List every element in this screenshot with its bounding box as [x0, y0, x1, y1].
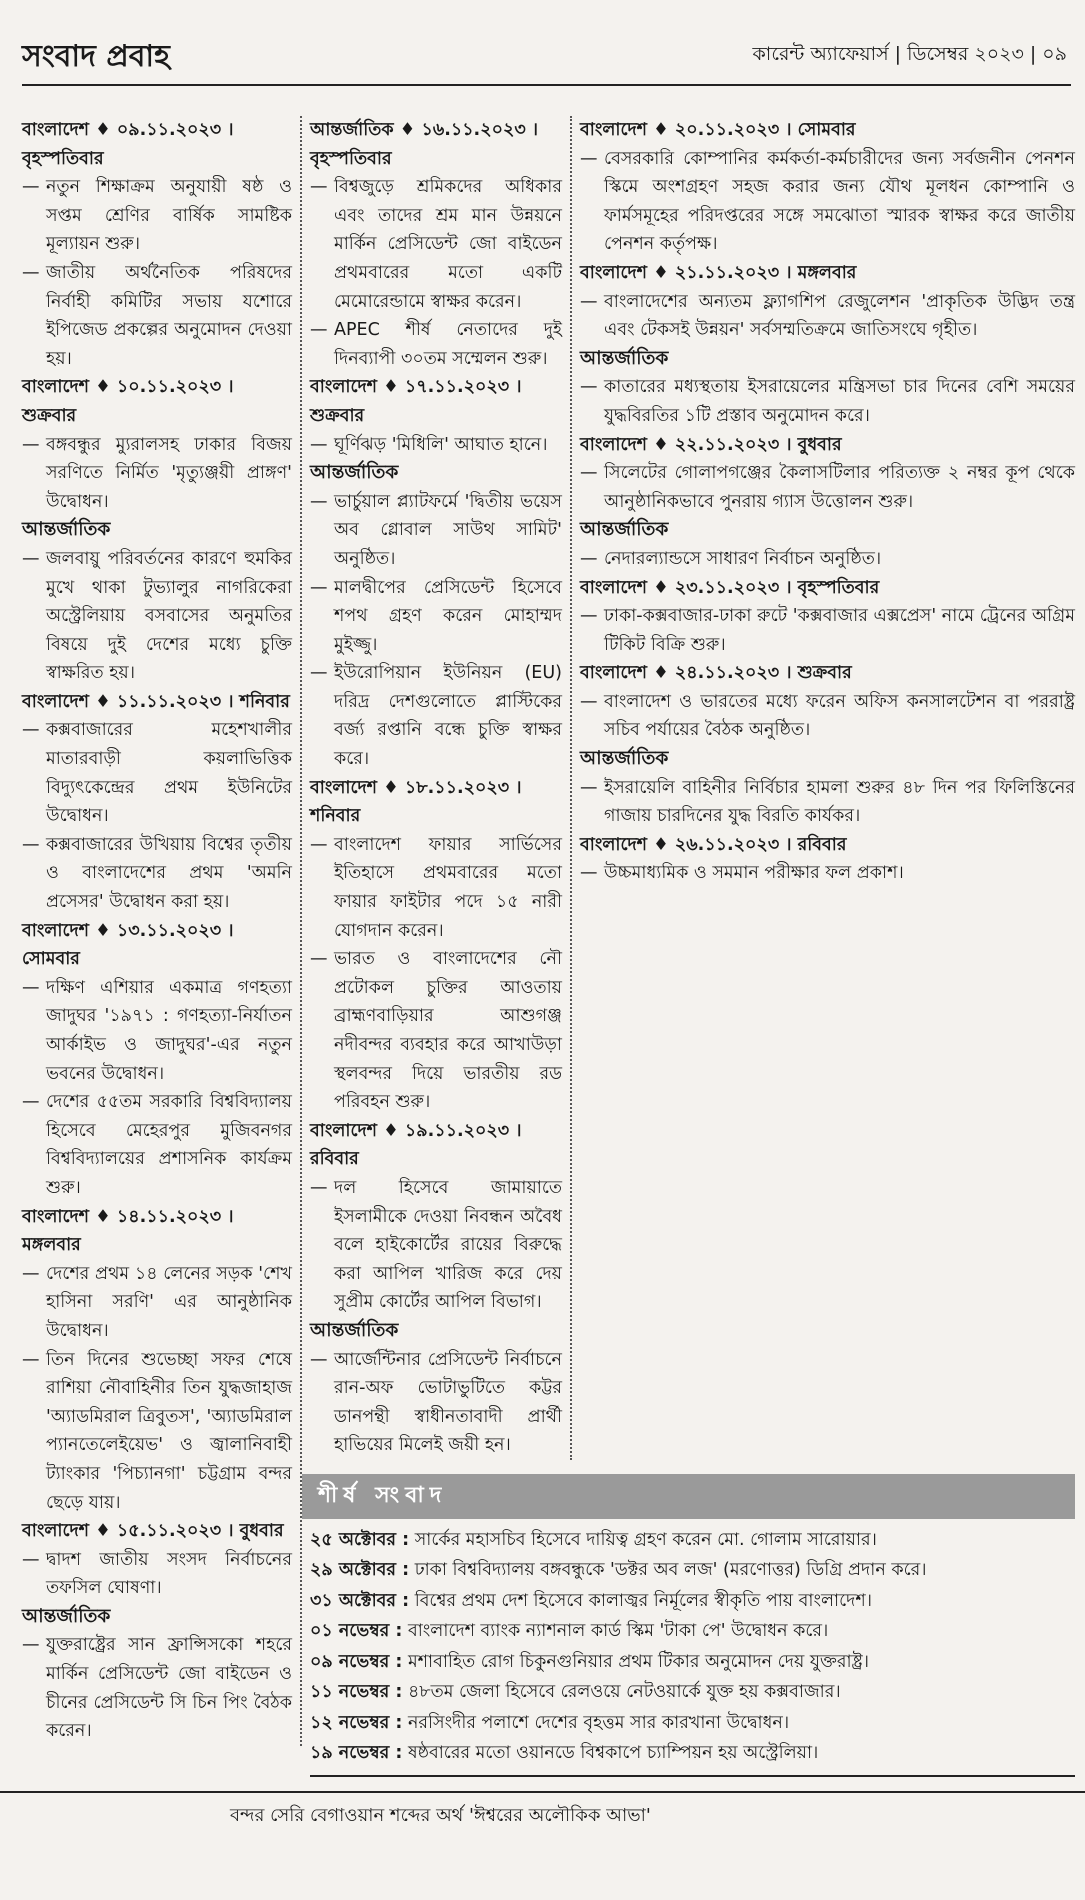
news-item-text: সিলেটের গোলাপগঞ্জের কৈলাসটিলার পরিত্যক্ত ২ নম্বর কূপ থেকে আনুষ্ঠানিকভাবে পুনরায় গ্যাস উত্তোলন শুরু। [604, 463, 1075, 512]
news-item [310, 574, 562, 660]
news-item [310, 431, 562, 460]
date-heading: বাংলাদেশ ♦ ১১.১১.২০২৩ । শনিবার [22, 691, 290, 712]
section-heading: আন্তর্জাতিক [580, 347, 669, 369]
news-item [310, 945, 562, 1117]
news-item-text: বাংলাদেশ ফায়ার সার্ভিসের ইতিহাসে প্রথমবারের মতো ফায়ার ফাইটার পদে ১৫ নারী যোগদান করেন। [334, 834, 562, 941]
news-item-text: বেসরকারি কোম্পানির কর্মকর্তা-কর্মচারীদের জন্য সর্বজনীন পেনশন স্কিমে অংশগ্রহণ সহজ করার জন্য যৌথ মূলধন কোম্পানি ও ফার্মসমূহের পরিদপ্তরের সঙ্গে সমঝোতা স্মারক স্বাক্ষর করে জাতীয় পেনশন কর্তৃপক্ষ। [604, 148, 1075, 255]
news-item [22, 1631, 292, 1745]
news-item [310, 1346, 562, 1460]
publication-info: কারেন্ট অ্যাফেয়ার্স | ডিসেম্বর ২০২৩ | ০৯ [752, 43, 1067, 65]
right-area [302, 116, 1075, 1777]
news-item [310, 831, 562, 945]
dash-bullet: — [580, 148, 598, 169]
news-item-text: কক্সবাজারের উখিয়ায় বিশ্বের তৃতীয় ও বাংলাদেশের প্রথম 'অমনি প্রসেসর' উদ্বোধন করা হয়। [46, 834, 292, 913]
dash-bullet: — [22, 720, 40, 741]
dash-bullet: — [580, 777, 598, 798]
date-heading: বাংলাদেশ ♦ ১৯.১১.২০২৩ । রবিবার [310, 1120, 522, 1170]
news-item [580, 602, 1075, 659]
top-news-row [302, 1738, 1075, 1769]
date-heading: বাংলাদেশ ♦ ২০.১১.২০২৩ । সোমবার [580, 120, 856, 140]
top-news-text: বিশ্বের প্রথম দেশ হিসেবে কালাজ্বর নির্মূলের স্বীকৃতি পায় বাংলাদেশ। [414, 1590, 872, 1611]
news-item [22, 173, 292, 259]
dash-bullet: — [310, 834, 328, 855]
dash-bullet: — [22, 1549, 40, 1570]
dash-bullet: — [580, 463, 598, 484]
news-item [22, 545, 292, 688]
news-item-text: বাংলাদেশের অন্যতম ফ্ল্যাগশিপ রেজুলেশন 'প্রাকৃতিক উদ্ভিদ তন্ত্র এবং টেকসই উন্নয়ন' সর্বসম্মতিক্রমে জাতিসংঘে গৃহীত। [604, 291, 1075, 341]
top-news-text: বাংলাদেশ ব্যাংক ন্যাশনাল কার্ড স্কিম 'টাকা পে' উদ্বোধন করে। [407, 1621, 829, 1642]
news-item-text: কাতারের মধ্যস্থতায় ইসরায়েলের মন্ত্রিসভা চার দিনের বেশি সময়ের যুদ্ধবিরতির ১টি প্রস্তাব অনুমোদন করে। [604, 377, 1075, 426]
news-item-text: বঙ্গবন্ধুর ম্যুরালসহ ঢাকার বিজয় সরণিতে নির্মিত 'মৃত্যুঞ্জয়ী প্রাঙ্গণ' উদ্বোধন। [46, 434, 292, 512]
news-item-text: ইসরায়েলি বাহিনীর নির্বিচার হামলা শুরুর ৪৮ দিন পর ফিলিস্তিনের গাজায় চারদিনের যুদ্ধ বিরতি কার্যকর। [604, 777, 1075, 827]
dash-bullet: — [310, 434, 328, 455]
news-item-text: উচ্চমাধ্যমিক ও সমমান পরীক্ষার ফল প্রকাশ। [604, 863, 904, 884]
news-item [310, 659, 562, 773]
section-heading: আন্তর্জাতিক [580, 748, 669, 770]
news-item [580, 373, 1075, 430]
top-news-date: ২৯ অক্টোবর : [310, 1560, 410, 1581]
dash-bullet: — [580, 548, 598, 569]
page-title: সংবাদ প্রবাহ [22, 39, 170, 74]
news-item [22, 716, 292, 830]
news-item [310, 488, 562, 574]
news-item-text: ভার্চুয়াল প্ল্যাটফর্মে 'দ্বিতীয় ভয়েস অব গ্লোবাল সাউথ সামিট' অনুষ্ঠিত। [334, 491, 562, 569]
dash-bullet: — [310, 491, 328, 512]
news-item [22, 1088, 292, 1202]
dash-bullet: — [22, 1263, 40, 1284]
news-item-text: ইউরোপিয়ান ইউনিয়ন (EU) দরিদ্র দেশগুলোতে প্লাস্টিকের বর্জ্য রপ্তানি বন্ধে চুক্তি স্বাক্ষর করে। [334, 663, 562, 770]
top-news-text: মশাবাহিত রোগ চিকুনগুনিয়ার প্রথম টিকার অনুমোদন দেয় যুক্তরাষ্ট্র। [407, 1651, 870, 1672]
top-news-row [302, 1525, 1075, 1556]
news-item-text: নেদারল্যান্ডসে সাধারণ নির্বাচন অনুষ্ঠিত। [604, 548, 882, 569]
news-item [22, 1546, 292, 1603]
date-heading: বাংলাদেশ ♦ ২৪.১১.২০২৩ । শুক্রবার [580, 663, 852, 684]
section-heading: আন্তর্জাতিক [310, 1319, 399, 1341]
news-item-text: জাতীয় অর্থনৈতিক পরিষদের নির্বাহী কমিটির সভায় যশোরে ইপিজেড প্রকল্পের অনুমোদন দেওয়া হয়। [46, 262, 292, 369]
date-heading: আন্তর্জাতিক ♦ ১৬.১১.২০২৩ । বৃহস্পতিবার [310, 120, 539, 169]
dash-bullet: — [310, 949, 328, 970]
date-heading: বাংলাদেশ ♦ ২২.১১.২০২৩ । বুধবার [580, 434, 842, 455]
news-item [22, 831, 292, 917]
news-item [310, 1174, 562, 1317]
news-item [22, 431, 292, 517]
dash-bullet: — [310, 577, 328, 598]
section-heading: আন্তর্জাতিক [22, 1605, 111, 1627]
news-item-text: যুক্তরাষ্ট্রের সান ফ্রান্সিসকো শহরে মার্কিন প্রেসিডেন্ট জো বাইডেন ও চীনের প্রেসিডেন্ট সি চিন পিং বৈঠক করেন। [46, 1635, 292, 1742]
top-news-date: ২৫ অক্টোবর : [310, 1529, 410, 1550]
news-column-3 [572, 116, 1075, 888]
top-news-row [302, 1586, 1075, 1617]
top-news-text: নরসিংদীর পলাশে দেশের বৃহত্তম সার কারখানা উদ্বোধন। [407, 1712, 790, 1733]
date-heading: বাংলাদেশ ♦ ০৯.১১.২০২৩ । বৃহস্পতিবার [22, 120, 234, 169]
news-item-text: তিন দিনের শুভেচ্ছা সফর শেষে রাশিয়া নৌবাহিনীর তিন যুদ্ধজাহাজ 'অ্যাডমিরাল ত্রিবুতস', 'অ্যাডমিরাল প্যানতেলেইয়েভ' ও জ্বালানিবাহী ট্যাংকার 'পিচ্যানগা' চট্টগ্রাম বন্দর ছেড়ে যায়। [46, 1349, 292, 1513]
footer-note: বন্দর সেরি বেগাওয়ান শব্দের অর্থ 'ঈশ্বরের অলৌকিক আভা' [0, 1791, 1085, 1852]
dash-bullet: — [580, 691, 598, 712]
news-item-text: ঢাকা-কক্সবাজার-ঢাকা রুটে 'কক্সবাজার এক্সপ্রেস' নামে ট্রেনের অগ্রিম টিকিট বিক্রি শুরু। [604, 606, 1075, 655]
section-heading: আন্তর্জাতিক [580, 519, 669, 541]
dash-bullet: — [310, 1349, 328, 1370]
dash-bullet: — [22, 177, 40, 198]
dash-bullet: — [580, 863, 598, 884]
top-news-date: ০৯ নভেম্বর : [310, 1651, 403, 1672]
date-heading: বাংলাদেশ ♦ ১৪.১১.২০২৩ । মঙ্গলবার [22, 1206, 234, 1256]
news-item [580, 859, 1075, 888]
date-heading: বাংলাদেশ ♦ ১৫.১১.২০২৩ । বুধবার [22, 1521, 284, 1542]
news-item-text: ঘূর্ণিঝড় 'মিধিলি' আঘাত হানে। [334, 434, 548, 455]
news-item-text: দল হিসেবে জামায়াতে ইসলামীকে দেওয়া নিবন্ধন অবৈধ বলে হাইকোর্টের রায়ের বিরুদ্ধে করা আপিল খারিজ করে দেয় সুপ্রীম কোর্টের আপিল বিভাগ। [334, 1177, 562, 1313]
dash-bullet: — [310, 663, 328, 684]
dash-bullet: — [310, 1177, 328, 1198]
top-news-date: ১৯ নভেম্বর : [310, 1743, 403, 1764]
news-item-text: বিশ্বজুড়ে শ্রমিকদের অধিকার এবং তাদের শ্রম মান উন্নয়নে মার্কিন প্রেসিডেন্ট জো বাইডেন প্রথমবারের মতো একটি মেমোরেন্ডামে স্বাক্ষর করেন। [334, 177, 562, 312]
date-heading: বাংলাদেশ ♦ ১৭.১১.২০২৩ । শুক্রবার [310, 377, 522, 426]
date-heading: বাংলাদেশ ♦ ১০.১১.২০২৩ । শুক্রবার [22, 377, 234, 426]
section-heading: আন্তর্জাতিক [310, 462, 399, 484]
news-item-text: দ্বাদশ জাতীয় সংসদ নির্বাচনের তফসিল ঘোষণা। [46, 1549, 292, 1599]
top-news-date: ১১ নভেম্বর : [310, 1682, 403, 1703]
dash-bullet: — [580, 606, 598, 627]
top-news-text: ঢাকা বিশ্ববিদ্যালয় বঙ্গবন্ধুকে 'ডক্টর অব লজ' (মরণোত্তর) ডিগ্রি প্রদান করে। [414, 1560, 927, 1581]
top-news-row [302, 1677, 1075, 1708]
top-news-date: ৩১ অক্টোবর : [310, 1590, 410, 1611]
top-news-text: ষষ্ঠবারের মতো ওয়ানডে বিশ্বকাপে চ্যাম্পিয়ন হয় অস্ট্রেলিয়া। [407, 1743, 819, 1764]
news-item-text: দেশের ৫৫তম সরকারি বিশ্ববিদ্যালয় হিসেবে মেহেরপুর মুজিবনগর বিশ্ববিদ্যালয়ের প্রশাসনিক কার্যক্রম শুরু। [46, 1092, 292, 1198]
top-news-title: শীর্ষ সংবাদ [302, 1474, 1075, 1519]
news-item-text: আর্জেন্টিনার প্রেসিডেন্ট নির্বাচনে রান-অফ ভোটাভুটিতে কট্টর ডানপন্থী স্বাধীনতাবাদী প্রার্থী হাভিয়ের মিলেই জয়ী হন। [334, 1349, 562, 1456]
news-item [22, 974, 292, 1088]
news-item-text: দক্ষিণ এশিয়ার একমাত্র গণহত্যা জাদুঘর '১৯৭১ : গণহত্যা-নির্যাতন আর্কাইভ ও জাদুঘর'-এর নতুন ভবনের উদ্বোধন। [46, 977, 292, 1084]
news-item [22, 1346, 292, 1518]
news-column-1 [22, 116, 302, 1746]
dash-bullet: — [22, 834, 40, 855]
news-item [580, 774, 1075, 831]
news-item-text: বাংলাদেশ ও ভারতের মধ্যে ফরেন অফিস কনসালটেশন বা পররাষ্ট্র সচিব পর্যায়ের বৈঠক অনুষ্ঠিত। [604, 691, 1075, 741]
top-news-row [302, 1555, 1075, 1586]
news-item-text: APEC শীর্ষ নেতাদের দুই দিনব্যাপী ৩০তম সম্মেলন শুরু। [334, 320, 562, 369]
dash-bullet: — [580, 291, 598, 312]
dash-bullet: — [580, 377, 598, 398]
top-news-box [302, 1474, 1075, 1777]
news-item [580, 545, 1075, 574]
news-item [580, 288, 1075, 345]
news-item-text: দেশের প্রথম ১৪ লেনের সড়ক 'শেখ হাসিনা সরণি' এর আনুষ্ঠানিক উদ্বোধন। [46, 1263, 292, 1341]
news-item-text: মালদ্বীপের প্রেসিডেন্ট হিসেবে শপথ গ্রহণ করেন মোহাম্মদ মুইজ্জু। [334, 577, 562, 655]
news-item-text: জলবায়ু পরিবর্তনের কারণে হুমকির মুখে থাকা টুভ্যালুর নাগরিকেরা অস্ট্রেলিয়ায় বসবাসের অনুমতির বিষয়ে দুই দেশের মধ্যে চুক্তি স্বাক্ষরিত হয়। [46, 548, 292, 684]
dash-bullet: — [22, 1635, 40, 1656]
dash-bullet: — [310, 177, 328, 198]
top-news-date: ০১ নভেম্বর : [310, 1621, 403, 1642]
box-divider [310, 1775, 1075, 1777]
dash-bullet: — [22, 1092, 40, 1113]
date-heading: বাংলাদেশ ♦ ১৮.১১.২০২৩ । শনিবার [310, 777, 522, 827]
top-news-row [302, 1708, 1075, 1739]
dash-bullet: — [22, 548, 40, 569]
top-news-text: ৪৮তম জেলা হিসেবে রেলওয়ে নেটওয়ার্কে যুক্ত হয় কক্সবাজার। [407, 1682, 841, 1703]
dash-bullet: — [22, 434, 40, 455]
news-item [310, 316, 562, 373]
date-heading: বাংলাদেশ ♦ ১৩.১১.২০২৩ । সোমবার [22, 920, 234, 970]
news-item [22, 259, 292, 373]
top-news-row [302, 1616, 1075, 1647]
section-heading: আন্তর্জাতিক [22, 519, 111, 541]
dash-bullet: — [22, 1349, 40, 1370]
news-item [580, 688, 1075, 745]
top-news-date: ১২ নভেম্বর : [310, 1712, 403, 1733]
news-item [580, 145, 1075, 259]
news-item-text: নতুন শিক্ষাক্রম অনুযায়ী ষষ্ঠ ও সপ্তম শ্রেণির বার্ষিক সামষ্টিক মূল্যায়ন শুরু। [46, 177, 292, 255]
news-item-text: ভারত ও বাংলাদেশের নৌ প্রটোকল চুক্তির আওতায় ব্রাহ্মণবাড়িয়ার আশুগঞ্জ নদীবন্দর ব্যবহার করে আখাউড়া স্থলবন্দর দিয়ে ভারতীয় রড পরিবহন শুরু। [334, 949, 562, 1113]
top-news-text: সার্কের মহাসচিব হিসেবে দায়িত্ব গ্রহণ করেন মো. গোলাম সারোয়ার। [414, 1529, 877, 1550]
page-header [22, 0, 1071, 86]
date-heading: বাংলাদেশ ♦ ২৬.১১.২০২৩ । রবিবার [580, 834, 847, 855]
date-heading: বাংলাদেশ ♦ ২৩.১১.২০২৩ । বৃহস্পতিবার [580, 577, 880, 598]
dash-bullet: — [22, 262, 40, 283]
news-item [310, 173, 562, 316]
news-item [22, 1260, 292, 1346]
dash-bullet: — [310, 320, 328, 341]
news-item [580, 459, 1075, 516]
date-heading: বাংলাদেশ ♦ ২১.১১.২০২৩ । মঙ্গলবার [580, 262, 857, 283]
news-column-2 [302, 116, 572, 1460]
news-body [22, 116, 1075, 1777]
top-news-row [302, 1647, 1075, 1678]
dash-bullet: — [22, 977, 40, 998]
news-item-text: কক্সবাজারের মহেশখালীর মাতারবাড়ী কয়লাভিত্তিক বিদ্যুৎকেন্দ্রের প্রথম ইউনিটের উদ্বোধন। [46, 720, 292, 827]
